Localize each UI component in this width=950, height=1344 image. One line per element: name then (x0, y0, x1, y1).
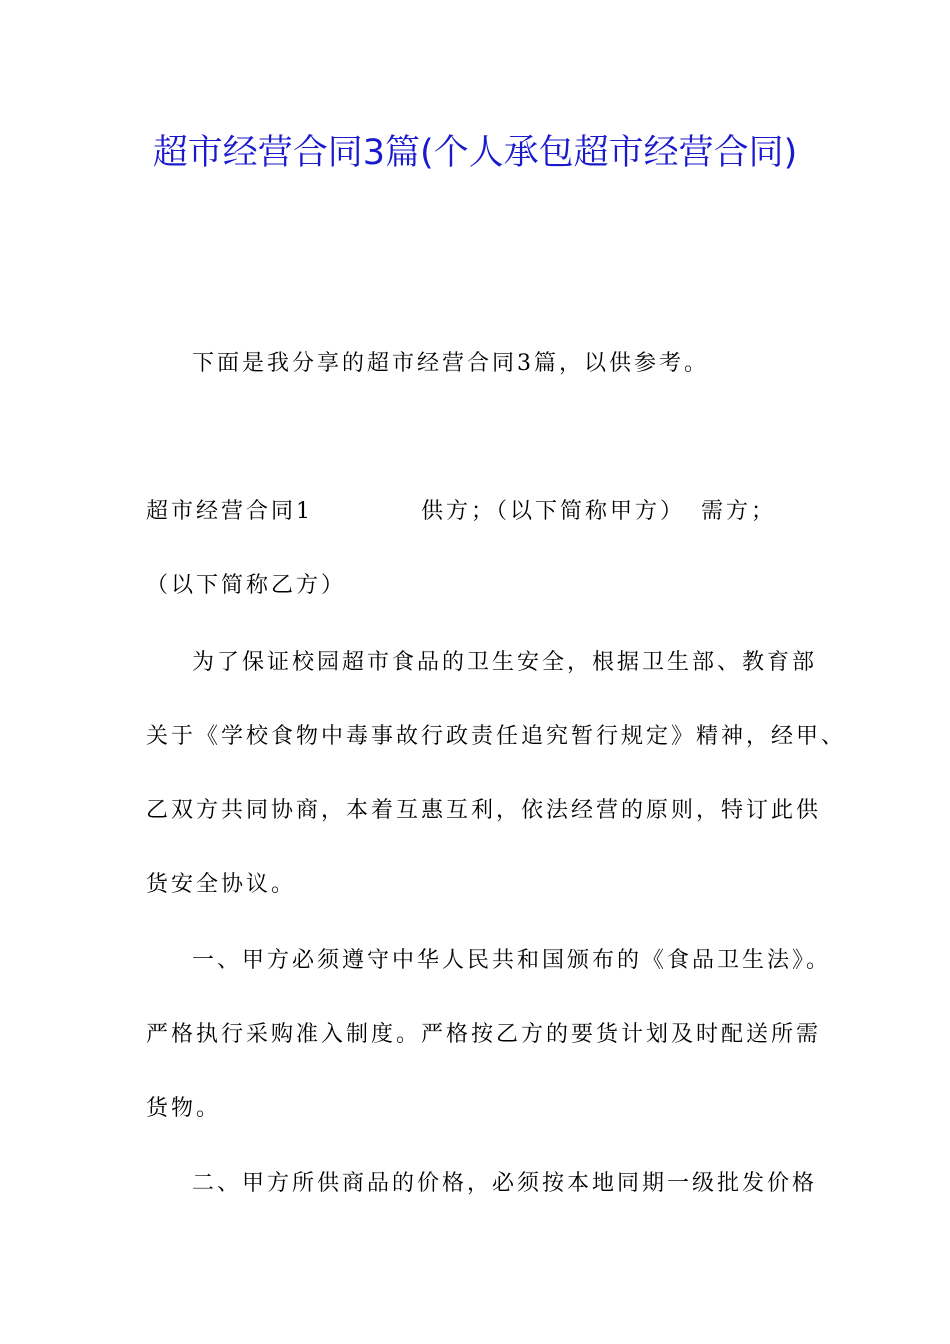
body-line: 关于《学校食物中毒事故行政责任追究暂行规定》精神，经甲、 (146, 724, 847, 749)
clause-1-line: 一、甲方必须遵守中华人民共和国颁布的《食品卫生法》。 (192, 948, 832, 973)
body-line: 货安全协议。 (146, 872, 297, 897)
body-line: 乙双方共同协商，本着互惠互利，依法经营的原则，特订此供 (146, 798, 822, 823)
intro-paragraph: 下面是我分享的超市经营合同3篇，以供参考。 (192, 351, 709, 376)
clause-2-line: 二、甲方所供商品的价格，必须按本地同期一级批发价格 (192, 1171, 818, 1196)
clause-1-line: 严格执行采购准入制度。严格按乙方的要货计划及时配送所需 (146, 1022, 822, 1047)
document-title: 超市经营合同3篇(个人承包超市经营合同) (152, 133, 798, 173)
buyer-label: 需方； (701, 499, 777, 524)
contract-1-heading: 超市经营合同1 (146, 499, 313, 524)
clause-1-line: 货物。 (146, 1096, 222, 1121)
buyer-note: （以下简称乙方） (146, 573, 347, 598)
supplier-label: 供方；（以下简称甲方） (421, 499, 686, 524)
body-line: 为了保证校园超市食品的卫生安全，根据卫生部、教育部 (192, 650, 818, 675)
contract-1-header-line (146, 494, 776, 525)
